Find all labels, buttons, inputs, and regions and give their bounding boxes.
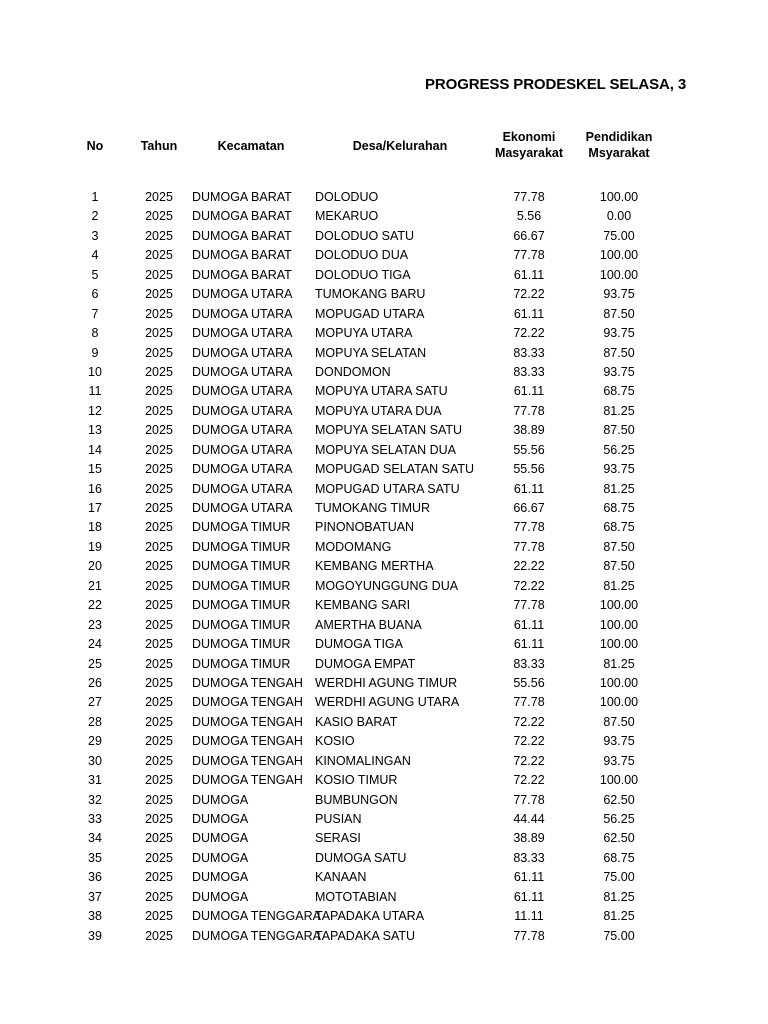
cell-no: 29 bbox=[88, 734, 102, 749]
cell-tahun: 2025 bbox=[145, 578, 173, 593]
cell-tahun: 2025 bbox=[145, 326, 173, 341]
header-pendidikan-line1: Pendidikan bbox=[585, 130, 653, 144]
cell-pendidikan: 68.75 bbox=[603, 520, 635, 535]
cell-no: 34 bbox=[88, 831, 102, 846]
cell-ekonomi: 77.78 bbox=[513, 695, 545, 710]
cell-no: 7 bbox=[91, 306, 99, 321]
cell-kecamatan: DUMOGA UTARA bbox=[192, 364, 293, 379]
cell-kecamatan: DUMOGA UTARA bbox=[192, 287, 293, 302]
cell-tahun: 2025 bbox=[145, 345, 173, 360]
cell-ekonomi: 77.78 bbox=[513, 598, 545, 613]
cell-ekonomi: 83.33 bbox=[513, 345, 545, 360]
cell-ekonomi: 77.78 bbox=[513, 520, 545, 535]
cell-kecamatan: DUMOGA bbox=[192, 889, 249, 904]
cell-desa: TUMOKANG BARU bbox=[315, 287, 426, 302]
cell-tahun: 2025 bbox=[145, 850, 173, 865]
cell-tahun: 2025 bbox=[145, 831, 173, 846]
cell-pendidikan: 100.00 bbox=[599, 598, 639, 613]
cell-kecamatan: DUMOGA UTARA bbox=[192, 326, 293, 341]
data-table-body bbox=[0, 188, 768, 946]
cell-kecamatan: DUMOGA BARAT bbox=[192, 228, 292, 243]
header-ekonomi-line2: Masyarakat bbox=[494, 146, 564, 160]
cell-no: 16 bbox=[88, 481, 102, 496]
cell-desa: MOPUYA UTARA bbox=[315, 326, 413, 341]
cell-tahun: 2025 bbox=[145, 714, 173, 729]
cell-kecamatan: DUMOGA TENGGARA bbox=[192, 909, 321, 924]
cell-no: 8 bbox=[91, 326, 99, 341]
cell-pendidikan: 93.75 bbox=[603, 287, 635, 302]
cell-ekonomi: 72.22 bbox=[513, 287, 545, 302]
cell-tahun: 2025 bbox=[145, 656, 173, 671]
cell-no: 18 bbox=[88, 520, 102, 535]
table-row bbox=[0, 771, 768, 790]
cell-pendidikan: 0.00 bbox=[606, 209, 632, 224]
cell-ekonomi: 77.78 bbox=[513, 539, 545, 554]
cell-tahun: 2025 bbox=[145, 792, 173, 807]
cell-tahun: 2025 bbox=[145, 870, 173, 885]
cell-desa: AMERTHA BUANA bbox=[315, 617, 422, 632]
table-row bbox=[0, 849, 768, 868]
cell-no: 36 bbox=[88, 870, 102, 885]
cell-tahun: 2025 bbox=[145, 598, 173, 613]
cell-no: 19 bbox=[88, 539, 102, 554]
table-row bbox=[0, 557, 768, 576]
cell-tahun: 2025 bbox=[145, 753, 173, 768]
cell-kecamatan: DUMOGA TIMUR bbox=[192, 520, 291, 535]
cell-tahun: 2025 bbox=[145, 889, 173, 904]
cell-tahun: 2025 bbox=[145, 695, 173, 710]
cell-ekonomi: 77.78 bbox=[513, 248, 545, 263]
cell-kecamatan: DUMOGA TIMUR bbox=[192, 656, 291, 671]
table-row bbox=[0, 188, 768, 207]
cell-tahun: 2025 bbox=[145, 442, 173, 457]
header-ekonomi-line1: Ekonomi bbox=[502, 130, 556, 144]
table-row bbox=[0, 441, 768, 460]
cell-ekonomi: 83.33 bbox=[513, 850, 545, 865]
table-row bbox=[0, 344, 768, 363]
cell-tahun: 2025 bbox=[145, 501, 173, 515]
cell-kecamatan: DUMOGA UTARA bbox=[192, 403, 293, 418]
table-row bbox=[0, 907, 768, 926]
cell-kecamatan: DUMOGA BARAT bbox=[192, 267, 292, 282]
cell-ekonomi: 61.11 bbox=[513, 870, 545, 885]
cell-ekonomi: 61.11 bbox=[513, 306, 545, 321]
cell-desa: KASIO BARAT bbox=[315, 714, 398, 729]
cell-kecamatan: DUMOGA TENGGARA bbox=[192, 928, 321, 943]
cell-desa: DUMOGA TIGA bbox=[315, 637, 403, 652]
cell-kecamatan: DUMOGA bbox=[192, 850, 249, 865]
cell-kecamatan: DUMOGA UTARA bbox=[192, 501, 293, 515]
cell-pendidikan: 75.00 bbox=[603, 928, 635, 943]
table-row bbox=[0, 596, 768, 615]
table-row bbox=[0, 266, 768, 285]
cell-desa: DUMOGA EMPAT bbox=[315, 656, 416, 671]
cell-kecamatan: DUMOGA TIMUR bbox=[192, 578, 291, 593]
cell-tahun: 2025 bbox=[145, 909, 173, 924]
cell-desa: TUMOKANG TIMUR bbox=[315, 501, 431, 515]
cell-ekonomi: 77.78 bbox=[513, 792, 545, 807]
cell-desa: KOSIO bbox=[315, 734, 355, 749]
table-row bbox=[0, 363, 768, 382]
cell-no: 26 bbox=[88, 675, 102, 690]
cell-no: 11 bbox=[88, 384, 102, 399]
cell-pendidikan: 100.00 bbox=[599, 675, 639, 690]
cell-desa: DONDOMON bbox=[315, 364, 391, 379]
cell-desa: DUMOGA SATU bbox=[315, 850, 407, 865]
cell-tahun: 2025 bbox=[145, 675, 173, 690]
cell-pendidikan: 100.00 bbox=[599, 267, 639, 282]
cell-desa: MOPUYA SELATAN DUA bbox=[315, 442, 457, 457]
cell-desa: KEMBANG MERTHA bbox=[315, 559, 434, 574]
cell-tahun: 2025 bbox=[145, 190, 173, 204]
cell-no: 6 bbox=[91, 287, 99, 302]
cell-desa: MOTOTABIAN bbox=[315, 889, 397, 904]
cell-kecamatan: DUMOGA TENGAH bbox=[192, 714, 303, 729]
cell-desa: DOLODUO SATU bbox=[315, 228, 415, 243]
cell-kecamatan: DUMOGA UTARA bbox=[192, 306, 293, 321]
cell-kecamatan: DUMOGA UTARA bbox=[192, 442, 293, 457]
cell-desa: MOGOYUNGGUNG DUA bbox=[315, 578, 459, 593]
cell-no: 15 bbox=[88, 462, 102, 477]
table-row bbox=[0, 460, 768, 479]
cell-no: 39 bbox=[88, 928, 102, 943]
cell-pendidikan: 87.50 bbox=[603, 345, 635, 360]
cell-tahun: 2025 bbox=[145, 617, 173, 632]
cell-no: 28 bbox=[88, 714, 102, 729]
table-row bbox=[0, 927, 768, 946]
cell-no: 13 bbox=[88, 423, 102, 438]
cell-pendidikan: 62.50 bbox=[603, 792, 635, 807]
cell-no: 38 bbox=[88, 909, 102, 924]
cell-kecamatan: DUMOGA TIMUR bbox=[192, 539, 291, 554]
cell-kecamatan: DUMOGA bbox=[192, 831, 249, 846]
cell-pendidikan: 81.25 bbox=[603, 889, 635, 904]
cell-desa: PUSIAN bbox=[315, 812, 362, 826]
cell-kecamatan: DUMOGA TIMUR bbox=[192, 637, 291, 652]
cell-kecamatan: DUMOGA BARAT bbox=[192, 209, 292, 224]
cell-pendidikan: 100.00 bbox=[599, 773, 639, 788]
cell-pendidikan: 75.00 bbox=[603, 228, 635, 243]
cell-tahun: 2025 bbox=[145, 812, 173, 826]
cell-desa: KINOMALINGAN bbox=[315, 753, 411, 768]
cell-pendidikan: 87.50 bbox=[603, 306, 635, 321]
cell-desa: MEKARUO bbox=[315, 209, 379, 224]
cell-kecamatan: DUMOGA UTARA bbox=[192, 423, 293, 438]
cell-no: 24 bbox=[88, 637, 102, 652]
cell-kecamatan: DUMOGA TENGAH bbox=[192, 753, 303, 768]
cell-kecamatan: DUMOGA UTARA bbox=[192, 384, 293, 399]
cell-kecamatan: DUMOGA bbox=[192, 812, 249, 826]
cell-desa: DOLODUO TIGA bbox=[315, 267, 411, 282]
cell-ekonomi: 72.22 bbox=[513, 753, 545, 768]
cell-tahun: 2025 bbox=[145, 209, 173, 224]
cell-kecamatan: DUMOGA bbox=[192, 870, 249, 885]
cell-ekonomi: 77.78 bbox=[513, 190, 545, 204]
cell-desa: MOPUYA UTARA DUA bbox=[315, 403, 442, 418]
table-row bbox=[0, 752, 768, 771]
cell-ekonomi: 55.56 bbox=[513, 462, 545, 477]
cell-kecamatan: DUMOGA TENGAH bbox=[192, 695, 303, 710]
table-row bbox=[0, 421, 768, 440]
cell-kecamatan: DUMOGA UTARA bbox=[192, 345, 293, 360]
cell-desa: MOPUYA SELATAN SATU bbox=[315, 423, 463, 438]
cell-no: 33 bbox=[88, 812, 102, 826]
cell-pendidikan: 87.50 bbox=[603, 423, 635, 438]
cell-no: 21 bbox=[88, 578, 102, 593]
cell-no: 20 bbox=[88, 559, 102, 574]
cell-kecamatan: DUMOGA TIMUR bbox=[192, 598, 291, 613]
cell-pendidikan: 68.75 bbox=[603, 384, 635, 399]
cell-ekonomi: 61.11 bbox=[513, 267, 545, 282]
cell-pendidikan: 81.25 bbox=[603, 656, 635, 671]
cell-desa: BUMBUNGON bbox=[315, 792, 398, 807]
cell-ekonomi: 72.22 bbox=[513, 326, 545, 341]
cell-no: 9 bbox=[91, 345, 99, 360]
table-row bbox=[0, 538, 768, 557]
table-row bbox=[0, 693, 768, 712]
cell-pendidikan: 81.25 bbox=[603, 403, 635, 418]
cell-ekonomi: 83.33 bbox=[513, 364, 545, 379]
cell-tahun: 2025 bbox=[145, 287, 173, 302]
cell-desa: KEMBANG SARI bbox=[315, 598, 411, 613]
cell-pendidikan: 93.75 bbox=[603, 734, 635, 749]
cell-ekonomi: 61.11 bbox=[513, 617, 545, 632]
cell-tahun: 2025 bbox=[145, 384, 173, 399]
cell-pendidikan: 81.25 bbox=[603, 481, 635, 496]
cell-kecamatan: DUMOGA TENGAH bbox=[192, 675, 303, 690]
cell-ekonomi: 44.44 bbox=[513, 812, 545, 826]
cell-ekonomi: 66.67 bbox=[513, 501, 545, 515]
header-ekonomi-masyarakat bbox=[486, 129, 572, 161]
cell-no: 23 bbox=[88, 617, 102, 632]
cell-kecamatan: DUMOGA BARAT bbox=[192, 248, 292, 263]
cell-no: 31 bbox=[88, 773, 102, 788]
table-row bbox=[0, 810, 768, 829]
cell-no: 32 bbox=[88, 792, 102, 807]
cell-tahun: 2025 bbox=[145, 637, 173, 652]
cell-pendidikan: 81.25 bbox=[603, 909, 635, 924]
table-row bbox=[0, 246, 768, 265]
cell-tahun: 2025 bbox=[145, 403, 173, 418]
table-row bbox=[0, 577, 768, 596]
table-row bbox=[0, 227, 768, 246]
cell-ekonomi: 83.33 bbox=[513, 656, 545, 671]
table-row bbox=[0, 635, 768, 654]
cell-pendidikan: 56.25 bbox=[603, 812, 635, 826]
cell-tahun: 2025 bbox=[145, 364, 173, 379]
cell-ekonomi: 11.11 bbox=[514, 909, 544, 924]
cell-tahun: 2025 bbox=[145, 520, 173, 535]
cell-tahun: 2025 bbox=[145, 462, 173, 477]
cell-no: 4 bbox=[91, 248, 99, 263]
table-row bbox=[0, 868, 768, 887]
cell-pendidikan: 68.75 bbox=[603, 850, 635, 865]
cell-ekonomi: 55.56 bbox=[513, 442, 545, 457]
cell-pendidikan: 100.00 bbox=[599, 617, 639, 632]
cell-kecamatan: DUMOGA TENGAH bbox=[192, 734, 303, 749]
cell-kecamatan: DUMOGA TENGAH bbox=[192, 773, 303, 788]
cell-ekonomi: 61.11 bbox=[513, 637, 545, 652]
cell-pendidikan: 87.50 bbox=[603, 539, 635, 554]
cell-ekonomi: 61.11 bbox=[513, 384, 545, 399]
cell-ekonomi: 66.67 bbox=[513, 228, 545, 243]
cell-desa: DOLODUO DUA bbox=[315, 248, 409, 263]
table-row bbox=[0, 616, 768, 635]
cell-desa: MOPUGAD UTARA SATU bbox=[315, 481, 460, 496]
cell-desa: MOPUYA UTARA SATU bbox=[315, 384, 448, 399]
table-row bbox=[0, 674, 768, 693]
table-row bbox=[0, 732, 768, 751]
table-row bbox=[0, 305, 768, 324]
cell-desa: WERDHI AGUNG TIMUR bbox=[315, 675, 458, 690]
cell-ekonomi: 72.22 bbox=[513, 714, 545, 729]
cell-pendidikan: 75.00 bbox=[603, 870, 635, 885]
table-row bbox=[0, 402, 768, 421]
cell-desa: TAPADAKA SATU bbox=[315, 928, 416, 943]
cell-no: 35 bbox=[88, 850, 102, 865]
cell-desa: MOPUYA SELATAN bbox=[315, 345, 427, 360]
header-pendidikan-line2: Msyarakat bbox=[588, 146, 650, 160]
cell-pendidikan: 100.00 bbox=[599, 248, 639, 263]
cell-pendidikan: 81.25 bbox=[603, 578, 635, 593]
cell-no: 22 bbox=[88, 598, 102, 613]
cell-pendidikan: 87.50 bbox=[603, 559, 635, 574]
cell-no: 17 bbox=[88, 501, 102, 515]
cell-ekonomi: 38.89 bbox=[513, 423, 545, 438]
cell-tahun: 2025 bbox=[145, 539, 173, 554]
cell-tahun: 2025 bbox=[145, 267, 173, 282]
header-tahun: Tahun bbox=[140, 139, 178, 153]
cell-tahun: 2025 bbox=[145, 423, 173, 438]
cell-desa: SERASI bbox=[315, 831, 361, 846]
cell-ekonomi: 22.22 bbox=[513, 559, 545, 574]
cell-ekonomi: 72.22 bbox=[513, 734, 545, 749]
cell-tahun: 2025 bbox=[145, 734, 173, 749]
cell-desa: PINONOBATUAN bbox=[315, 520, 415, 535]
cell-desa: MOPUGAD UTARA bbox=[315, 306, 425, 321]
cell-no: 12 bbox=[88, 403, 102, 418]
cell-no: 1 bbox=[91, 190, 99, 204]
cell-kecamatan: DUMOGA TIMUR bbox=[192, 559, 291, 574]
cell-ekonomi: 77.78 bbox=[513, 928, 545, 943]
cell-kecamatan: DUMOGA UTARA bbox=[192, 481, 293, 496]
table-row bbox=[0, 829, 768, 848]
cell-pendidikan: 100.00 bbox=[599, 637, 639, 652]
cell-ekonomi: 61.11 bbox=[513, 889, 545, 904]
table-row bbox=[0, 480, 768, 499]
cell-pendidikan: 100.00 bbox=[599, 190, 639, 204]
cell-ekonomi: 5.56 bbox=[516, 209, 542, 224]
table-row bbox=[0, 518, 768, 537]
cell-kecamatan: DUMOGA BARAT bbox=[192, 190, 292, 204]
cell-tahun: 2025 bbox=[145, 481, 173, 496]
table-row bbox=[0, 382, 768, 401]
cell-tahun: 2025 bbox=[145, 248, 173, 263]
cell-no: 27 bbox=[88, 695, 102, 710]
cell-ekonomi: 72.22 bbox=[513, 578, 545, 593]
page-title: PROGRESS PRODESKEL SELASA, 3 bbox=[425, 76, 687, 93]
cell-pendidikan: 68.75 bbox=[603, 501, 635, 515]
cell-tahun: 2025 bbox=[145, 773, 173, 788]
cell-ekonomi: 77.78 bbox=[513, 403, 545, 418]
cell-no: 30 bbox=[88, 753, 102, 768]
cell-pendidikan: 93.75 bbox=[603, 326, 635, 341]
header-kecamatan: Kecamatan bbox=[217, 139, 285, 153]
cell-ekonomi: 55.56 bbox=[513, 675, 545, 690]
table-row bbox=[0, 207, 768, 226]
cell-tahun: 2025 bbox=[145, 928, 173, 943]
table-row bbox=[0, 791, 768, 810]
cell-kecamatan: DUMOGA TIMUR bbox=[192, 617, 291, 632]
cell-no: 10 bbox=[88, 364, 102, 379]
cell-pendidikan: 93.75 bbox=[603, 753, 635, 768]
header-pendidikan-msyarakat bbox=[576, 129, 662, 161]
cell-pendidikan: 87.50 bbox=[603, 714, 635, 729]
table-row bbox=[0, 888, 768, 907]
cell-pendidikan: 100.00 bbox=[599, 695, 639, 710]
cell-ekonomi: 38.89 bbox=[513, 831, 545, 846]
cell-ekonomi: 72.22 bbox=[513, 773, 545, 788]
cell-desa: DOLODUO bbox=[315, 190, 379, 204]
cell-pendidikan: 93.75 bbox=[603, 364, 635, 379]
cell-no: 25 bbox=[88, 656, 102, 671]
cell-no: 2 bbox=[91, 209, 99, 224]
cell-kecamatan: DUMOGA bbox=[192, 792, 249, 807]
cell-no: 3 bbox=[91, 228, 99, 243]
cell-desa: TAPADAKA UTARA bbox=[315, 909, 425, 924]
cell-no: 5 bbox=[91, 267, 99, 282]
cell-tahun: 2025 bbox=[145, 228, 173, 243]
cell-desa: MODOMANG bbox=[315, 539, 392, 554]
cell-desa: KOSIO TIMUR bbox=[315, 773, 398, 788]
table-row bbox=[0, 285, 768, 304]
header-no: No bbox=[86, 139, 104, 153]
cell-kecamatan: DUMOGA UTARA bbox=[192, 462, 293, 477]
table-row bbox=[0, 655, 768, 674]
cell-tahun: 2025 bbox=[145, 306, 173, 321]
cell-pendidikan: 62.50 bbox=[603, 831, 635, 846]
cell-desa: KANAAN bbox=[315, 870, 367, 885]
cell-desa: WERDHI AGUNG UTARA bbox=[315, 695, 460, 710]
cell-no: 14 bbox=[88, 442, 102, 457]
cell-pendidikan: 93.75 bbox=[603, 462, 635, 477]
cell-pendidikan: 56.25 bbox=[603, 442, 635, 457]
cell-desa: MOPUGAD SELATAN SATU bbox=[315, 462, 475, 477]
table-row bbox=[0, 499, 768, 518]
table-row bbox=[0, 324, 768, 343]
cell-no: 37 bbox=[88, 889, 102, 904]
cell-ekonomi: 61.11 bbox=[513, 481, 545, 496]
cell-tahun: 2025 bbox=[145, 559, 173, 574]
header-desa-kelurahan: Desa/Kelurahan bbox=[352, 139, 448, 153]
table-row bbox=[0, 713, 768, 732]
